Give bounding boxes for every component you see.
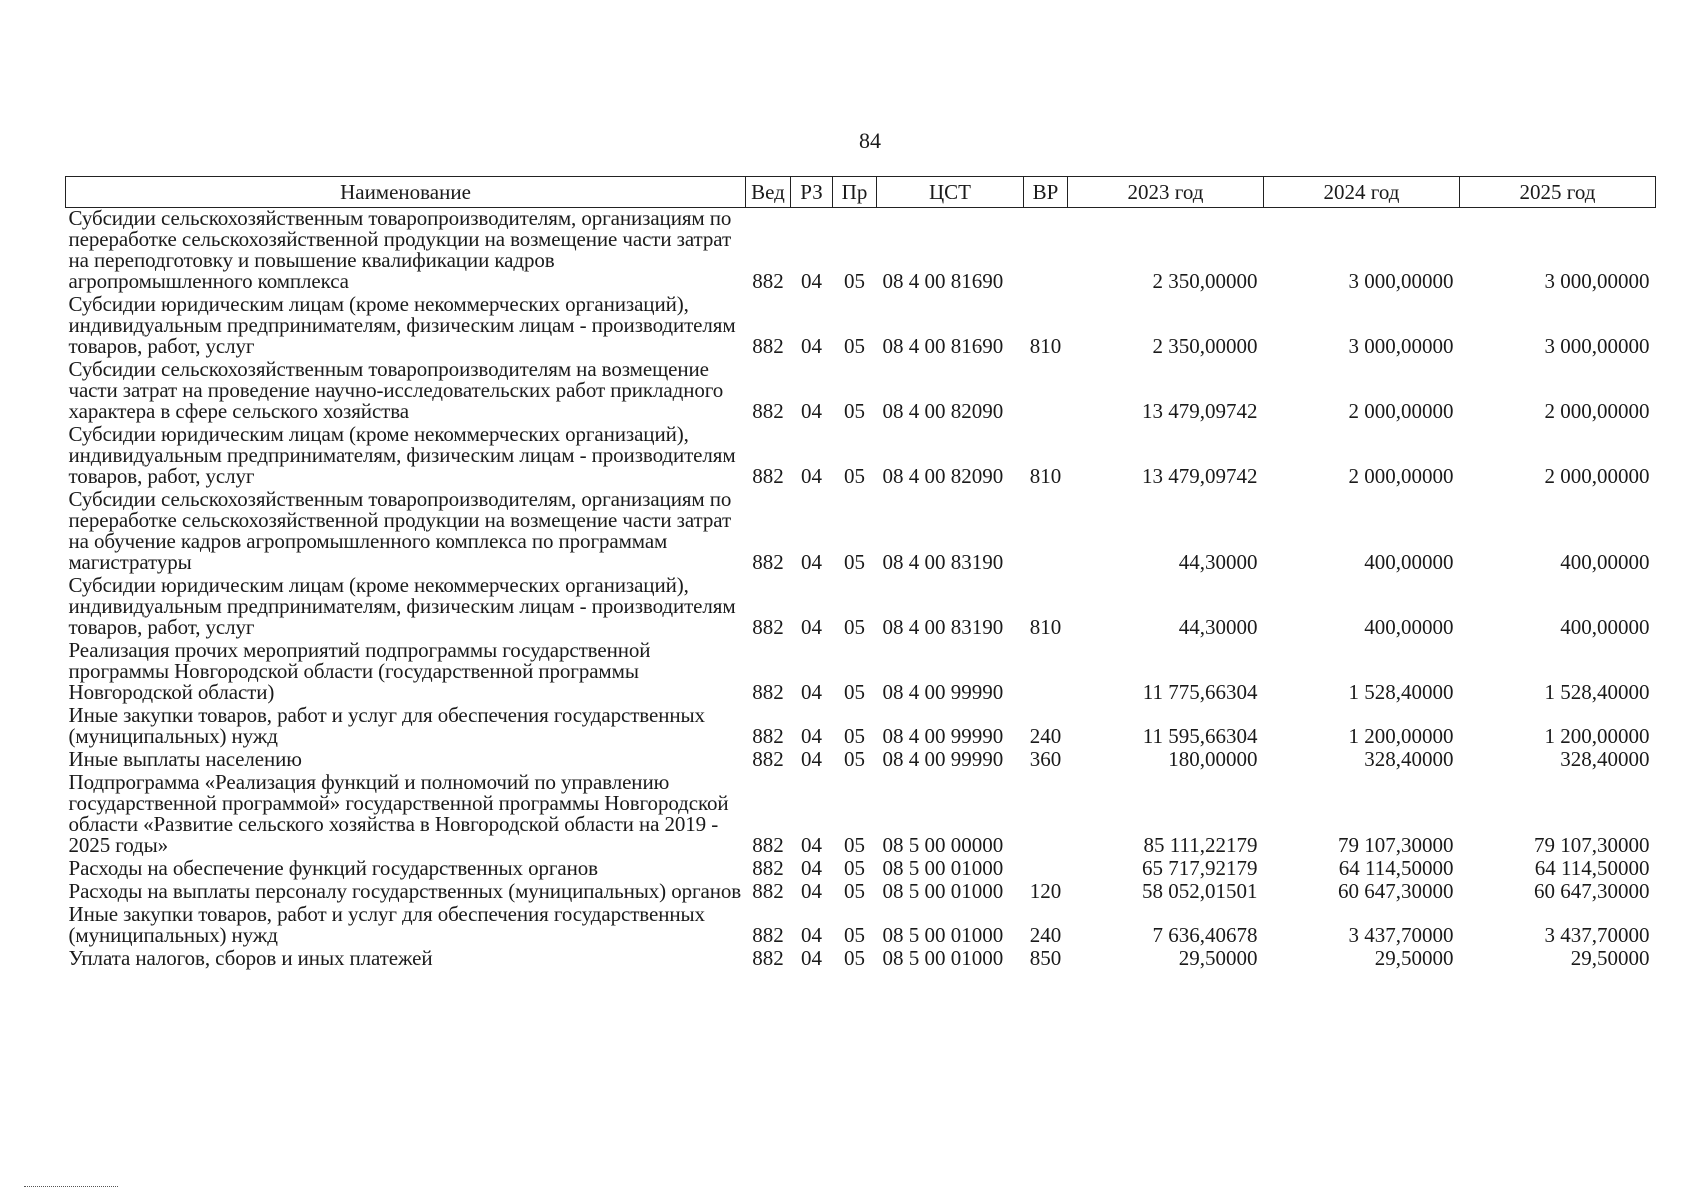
row-cst: 08 4 00 99990 — [882, 724, 1004, 748]
row-amount-2025: 3 437,70000 — [1544, 923, 1650, 947]
row-amount-2024: 79 107,30000 — [1338, 833, 1454, 857]
row-ved: 882 — [752, 879, 784, 903]
row-amount-2023: 58 052,01501 — [1142, 879, 1258, 903]
row-amount-2024: 400,00000 — [1364, 615, 1454, 639]
table-row — [66, 489, 1656, 575]
row-vr — [1024, 489, 1068, 575]
row-rz: 04 — [801, 879, 822, 903]
row-name: Субсидии сельскохозяйственным товаропроизводителям, организациям по переработке сельскохозяйственной продукции на возмещение части затрат на переподготовку и повышение квалификации кадров агропромышленного комплекса — [68, 206, 732, 293]
row-amount-2024: 400,00000 — [1364, 550, 1454, 574]
row-amount-2024: 2 000,00000 — [1348, 464, 1454, 488]
row-name: Иные закупки товаров, работ и услуг для обеспечения государственных (муниципальных) нужд — [68, 902, 705, 947]
row-cst: 08 4 00 81690 — [882, 269, 1004, 293]
row-pr: 05 — [844, 334, 865, 358]
row-pr: 05 — [844, 856, 865, 880]
row-amount-2024: 1 528,40000 — [1348, 680, 1454, 704]
row-cst: 08 4 00 83190 — [882, 550, 1004, 574]
row-name: Подпрограмма «Реализация функций и полномочий по управлению государственной программой» государственной программы Новгородской области «Развитие сельского хозяйства в Новгородской области на 2019 - 2025 годы» — [68, 770, 729, 857]
row-amount-2024: 3 000,00000 — [1348, 269, 1454, 293]
row-rz: 04 — [801, 550, 822, 574]
row-amount-2024: 328,40000 — [1364, 747, 1454, 771]
row-amount-2025: 400,00000 — [1560, 550, 1650, 574]
row-name: Уплата налогов, сборов и иных платежей — [68, 946, 433, 970]
footer-divider — [24, 1186, 118, 1187]
row-ved: 882 — [752, 399, 784, 423]
row-rz: 04 — [801, 269, 822, 293]
row-cst: 08 5 00 01000 — [882, 923, 1004, 947]
row-cst: 08 4 00 82090 — [882, 464, 1004, 488]
row-amount-2025: 29,50000 — [1570, 946, 1650, 970]
row-rz: 04 — [801, 747, 822, 771]
row-cst: 08 4 00 99990 — [882, 680, 1004, 704]
row-ved: 882 — [752, 269, 784, 293]
row-cst: 08 4 00 83190 — [882, 615, 1004, 639]
table-row — [66, 772, 1656, 858]
row-amount-2025: 400,00000 — [1560, 615, 1650, 639]
column-header-cst: ЦСТ — [877, 177, 1024, 208]
row-vr: 810 — [1029, 334, 1062, 358]
page-number: 84 — [859, 128, 881, 153]
row-amount-2023: 13 479,09742 — [1142, 399, 1258, 423]
table-row — [66, 749, 1656, 772]
row-vr: 810 — [1029, 615, 1062, 639]
row-amount-2025: 328,40000 — [1560, 747, 1650, 771]
row-pr: 05 — [844, 833, 865, 857]
table-row — [66, 881, 1656, 904]
row-rz: 04 — [801, 946, 822, 970]
row-name: Субсидии сельскохозяйственным товаропроизводителям на возмещение части затрат на проведение научно-исследовательских работ прикладного характера в сфере сельского хозяйства — [68, 357, 724, 423]
row-amount-2023: 7 636,40678 — [1152, 923, 1258, 947]
row-cst: 08 5 00 00000 — [882, 833, 1004, 857]
table-row — [66, 359, 1656, 424]
column-header-2025: 2025 год — [1460, 177, 1656, 208]
row-vr — [1024, 640, 1068, 705]
row-amount-2024: 1 200,00000 — [1348, 724, 1454, 748]
table-row — [66, 208, 1656, 295]
row-rz: 04 — [801, 680, 822, 704]
row-ved: 882 — [752, 923, 784, 947]
row-amount-2023: 13 479,09742 — [1142, 464, 1258, 488]
row-vr — [1024, 359, 1068, 424]
row-amount-2025: 3 000,00000 — [1544, 334, 1650, 358]
row-name: Расходы на обеспечение функций государственных органов — [68, 856, 598, 880]
row-vr — [1024, 772, 1068, 858]
row-vr — [1024, 858, 1068, 881]
row-ved: 882 — [752, 747, 784, 771]
column-header-vr: ВР — [1024, 177, 1068, 208]
row-cst: 08 5 00 01000 — [882, 879, 1004, 903]
row-amount-2025: 3 000,00000 — [1544, 269, 1650, 293]
row-rz: 04 — [801, 615, 822, 639]
row-amount-2023: 11 595,66304 — [1142, 724, 1258, 748]
row-pr: 05 — [844, 724, 865, 748]
row-name: Субсидии сельскохозяйственным товаропроизводителям, организациям по переработке сельскохозяйственной продукции на возмещение части затрат на обучение кадров агропромышленного комплекса по программам магистратуры — [68, 487, 732, 574]
row-name: Иные закупки товаров, работ и услуг для обеспечения государственных (муниципальных) нужд — [68, 703, 705, 748]
row-ved: 882 — [752, 680, 784, 704]
row-amount-2023: 11 775,66304 — [1142, 680, 1258, 704]
row-amount-2024: 60 647,30000 — [1338, 879, 1454, 903]
column-header-2023: 2023 год — [1068, 177, 1264, 208]
row-name: Субсидии юридическим лицам (кроме некоммерческих организаций), индивидуальным предпринимателям, физическим лицам - производителям товаров, работ, услуг — [68, 422, 736, 488]
row-amount-2023: 85 111,22179 — [1143, 833, 1258, 857]
row-rz: 04 — [801, 724, 822, 748]
row-pr: 05 — [844, 464, 865, 488]
table-row — [66, 424, 1656, 489]
row-pr: 05 — [844, 923, 865, 947]
row-amount-2025: 2 000,00000 — [1544, 464, 1650, 488]
column-header-2024: 2024 год — [1264, 177, 1460, 208]
table-row — [66, 904, 1656, 948]
row-amount-2025: 1 528,40000 — [1544, 680, 1650, 704]
row-amount-2025: 1 200,00000 — [1544, 724, 1650, 748]
row-amount-2024: 3 000,00000 — [1348, 334, 1454, 358]
row-amount-2025: 60 647,30000 — [1534, 879, 1650, 903]
row-vr: 850 — [1029, 946, 1062, 970]
column-header-rz: РЗ — [791, 177, 833, 208]
row-pr: 05 — [844, 879, 865, 903]
table-header-row — [66, 177, 1656, 208]
row-rz: 04 — [801, 334, 822, 358]
row-cst: 08 5 00 01000 — [882, 946, 1004, 970]
row-vr: 240 — [1029, 923, 1062, 947]
row-rz: 04 — [801, 464, 822, 488]
row-ved: 882 — [752, 464, 784, 488]
row-ved: 882 — [752, 334, 784, 358]
row-ved: 882 — [752, 856, 784, 880]
table-row — [66, 575, 1656, 640]
row-cst: 08 4 00 81690 — [882, 334, 1004, 358]
row-amount-2023: 44,30000 — [1178, 550, 1258, 574]
row-name: Иные выплаты населению — [68, 747, 302, 771]
row-pr: 05 — [844, 615, 865, 639]
row-amount-2024: 64 114,50000 — [1338, 856, 1454, 880]
row-rz: 04 — [801, 833, 822, 857]
table-row — [66, 858, 1656, 881]
row-ved: 882 — [752, 724, 784, 748]
row-ved: 882 — [752, 550, 784, 574]
row-amount-2023: 44,30000 — [1178, 615, 1258, 639]
row-amount-2024: 2 000,00000 — [1348, 399, 1454, 423]
row-name: Расходы на выплаты персоналу государственных (муниципальных) органов — [68, 879, 742, 903]
row-ved: 882 — [752, 833, 784, 857]
row-amount-2024: 3 437,70000 — [1348, 923, 1454, 947]
row-vr: 810 — [1029, 464, 1062, 488]
row-rz: 04 — [801, 399, 822, 423]
row-vr: 360 — [1029, 747, 1062, 771]
row-cst: 08 4 00 99990 — [882, 747, 1004, 771]
budget-table — [65, 176, 1656, 971]
row-amount-2025: 79 107,30000 — [1534, 833, 1650, 857]
row-amount-2023: 29,50000 — [1178, 946, 1258, 970]
table-row — [66, 948, 1656, 971]
row-amount-2025: 64 114,50000 — [1534, 856, 1650, 880]
row-pr: 05 — [844, 269, 865, 293]
table-row — [66, 705, 1656, 749]
row-cst: 08 5 00 01000 — [882, 856, 1004, 880]
row-pr: 05 — [844, 747, 865, 771]
row-amount-2023: 180,00000 — [1168, 747, 1258, 771]
row-rz: 04 — [801, 923, 822, 947]
row-rz: 04 — [801, 856, 822, 880]
table-row — [66, 294, 1656, 359]
row-vr: 240 — [1029, 724, 1062, 748]
row-name: Реализация прочих мероприятий подпрограммы государственной программы Новгородской области (государственной программы Новгородской области) — [68, 638, 651, 704]
row-pr: 05 — [844, 680, 865, 704]
row-pr: 05 — [844, 946, 865, 970]
column-header-ved: Вед — [746, 177, 791, 208]
row-pr: 05 — [844, 399, 865, 423]
row-amount-2024: 29,50000 — [1374, 946, 1454, 970]
row-amount-2023: 65 717,92179 — [1142, 856, 1258, 880]
row-ved: 882 — [752, 615, 784, 639]
row-amount-2023: 2 350,00000 — [1152, 334, 1258, 358]
column-header-name: Наименование — [66, 177, 746, 208]
row-pr: 05 — [844, 550, 865, 574]
row-ved: 882 — [752, 946, 784, 970]
row-cst: 08 4 00 82090 — [882, 399, 1004, 423]
row-vr: 120 — [1029, 879, 1062, 903]
row-vr — [1024, 208, 1068, 295]
row-name: Субсидии юридическим лицам (кроме некоммерческих организаций), индивидуальным предпринимателям, физическим лицам - производителям товаров, работ, услуг — [68, 292, 736, 358]
table-row — [66, 640, 1656, 705]
row-amount-2023: 2 350,00000 — [1152, 269, 1258, 293]
row-name: Субсидии юридическим лицам (кроме некоммерческих организаций), индивидуальным предпринимателям, физическим лицам - производителям товаров, работ, услуг — [68, 573, 736, 639]
row-amount-2025: 2 000,00000 — [1544, 399, 1650, 423]
column-header-pr: Пр — [833, 177, 877, 208]
